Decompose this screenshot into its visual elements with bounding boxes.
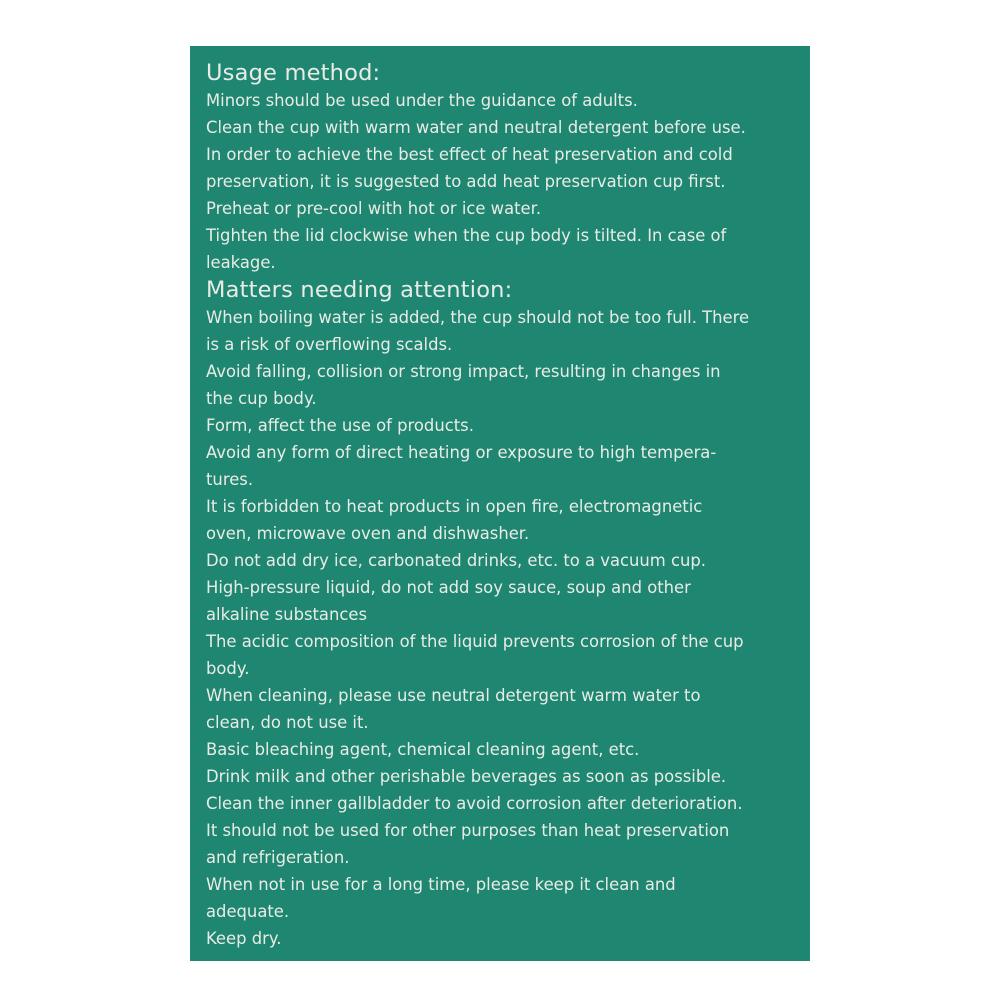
attention-line: body. [206,659,250,678]
attention-line: Keep dry. [206,929,282,948]
attention-line: tures. [206,470,254,489]
usage-line: Preheat or pre-cool with hot or ice water. [206,199,542,218]
attention-line: It is forbidden to heat products in open fire, electromagnetic [206,497,703,516]
usage-line: preservation, it is suggested to add heat preservation cup first. [206,172,726,191]
attention-line: When boiling water is added, the cup should not be too full. There [206,308,750,327]
attention-line: oven, microwave oven and dishwasher. [206,524,530,543]
attention-line: When cleaning, please use neutral detergent warm water to [206,686,701,705]
attention-line: alkaline substances [206,605,368,624]
attention-line: When not in use for a long time, please keep it clean and [206,875,676,894]
usage-method-section [206,60,800,276]
usage-method-heading: Usage method: [206,60,381,86]
attention-line: Avoid any form of direct heating or exposure to high tempera- [206,443,717,462]
attention-line: the cup body. [206,389,317,408]
attention-line: adequate. [206,902,290,921]
instruction-card [190,46,810,961]
attention-list [206,304,800,952]
attention-line: The acidic composition of the liquid prevents corrosion of the cup [206,632,744,651]
usage-line: leakage. [206,253,276,272]
attention-line: It should not be used for other purposes than heat preservation [206,821,730,840]
attention-line: Basic bleaching agent, chemical cleaning agent, etc. [206,740,640,759]
attention-line: Drink milk and other perishable beverages as soon as possible. [206,767,727,786]
attention-line: High-pressure liquid, do not add soy sauce, soup and other [206,578,691,597]
attention-line: Avoid falling, collision or strong impact, resulting in changes in [206,362,721,381]
attention-section [206,277,800,952]
usage-line: Tighten the lid clockwise when the cup body is tilted. In case of [206,226,727,245]
attention-heading: Matters needing attention: [206,277,513,303]
usage-line: In order to achieve the best effect of heat preservation and cold [206,145,733,164]
attention-line: is a risk of overflowing scalds. [206,335,453,354]
usage-line: Clean the cup with warm water and neutral detergent before use. [206,118,746,137]
usage-method-list [206,87,800,276]
attention-line: Clean the inner gallbladder to avoid corrosion after deterioration. [206,794,743,813]
attention-line: Form, affect the use of products. [206,416,474,435]
attention-line: and refrigeration. [206,848,350,867]
usage-line: Minors should be used under the guidance of adults. [206,91,638,110]
attention-line: Do not add dry ice, carbonated drinks, etc. to a vacuum cup. [206,551,707,570]
attention-line: clean, do not use it. [206,713,369,732]
